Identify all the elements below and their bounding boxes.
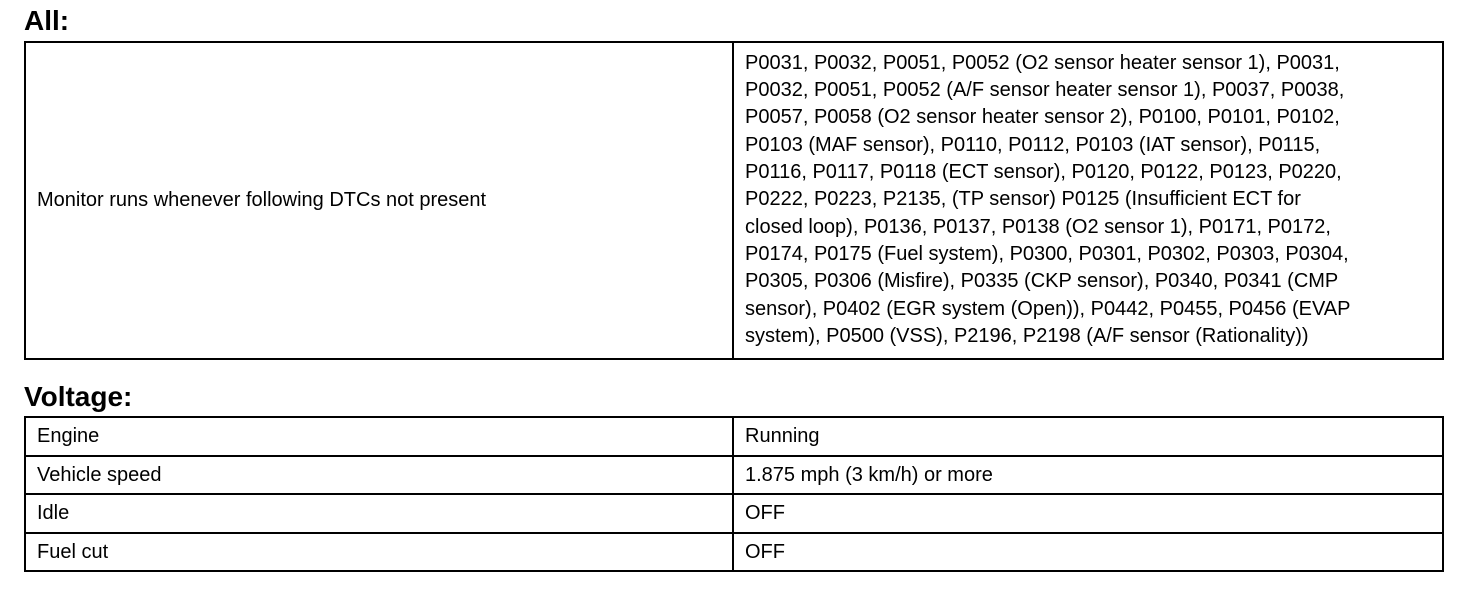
dtc-condition-table xyxy=(24,41,1444,360)
condition-label-cell: Engine xyxy=(25,417,733,456)
condition-label-cell: Idle xyxy=(25,494,733,533)
condition-label-cell: Vehicle speed xyxy=(25,456,733,495)
dtc-line: P0174, P0175 (Fuel system), P0300, P0301, P0302, P0303, P0304, xyxy=(745,242,1349,265)
dtc-line: P0032, P0051, P0052 (A/F sensor heater sensor 1), P0037, P0038, xyxy=(745,79,1345,102)
dtc-line: P0057, P0058 (O2 sensor heater sensor 2), P0100, P0101, P0102, xyxy=(745,106,1340,129)
table-row xyxy=(25,494,1443,533)
section-heading-voltage: Voltage: xyxy=(24,381,133,412)
condition-value-cell: 1.875 mph (3 km/h) or more xyxy=(733,456,1443,495)
table-row xyxy=(25,456,1443,495)
table-row xyxy=(25,42,1443,359)
voltage-condition-table xyxy=(24,416,1444,572)
dtc-line: P0031, P0032, P0051, P0052 (O2 sensor heater sensor 1), P0031, xyxy=(745,51,1340,74)
condition-label-cell: Monitor runs whenever following DTCs not present xyxy=(25,42,733,359)
dtc-line: system), P0500 (VSS), P2196, P2198 (A/F sensor (Rationality)) xyxy=(745,324,1309,347)
dtc-line: P0222, P0223, P2135, (TP sensor) P0125 (Insufficient ECT for xyxy=(745,188,1301,211)
table-row xyxy=(25,417,1443,456)
dtc-line: closed loop), P0136, P0137, P0138 (O2 sensor 1), P0171, P0172, xyxy=(745,215,1331,238)
dtc-line: P0103 (MAF sensor), P0110, P0112, P0103 (IAT sensor), P0115, xyxy=(745,133,1321,156)
dtc-list-cell xyxy=(733,42,1443,359)
condition-value-cell: OFF xyxy=(733,533,1443,572)
section-heading-all: All: xyxy=(24,5,70,36)
table-row xyxy=(25,533,1443,572)
condition-value-cell: Running xyxy=(733,417,1443,456)
condition-label-cell: Fuel cut xyxy=(25,533,733,572)
dtc-line: P0116, P0117, P0118 (ECT sensor), P0120, P0122, P0123, P0220, xyxy=(745,161,1342,184)
condition-value-cell: OFF xyxy=(733,494,1443,533)
dtc-line: sensor), P0402 (EGR system (Open)), P0442, P0455, P0456 (EVAP xyxy=(745,297,1351,320)
dtc-line: P0305, P0306 (Misfire), P0335 (CKP sensor), P0340, P0341 (CMP xyxy=(745,270,1339,293)
